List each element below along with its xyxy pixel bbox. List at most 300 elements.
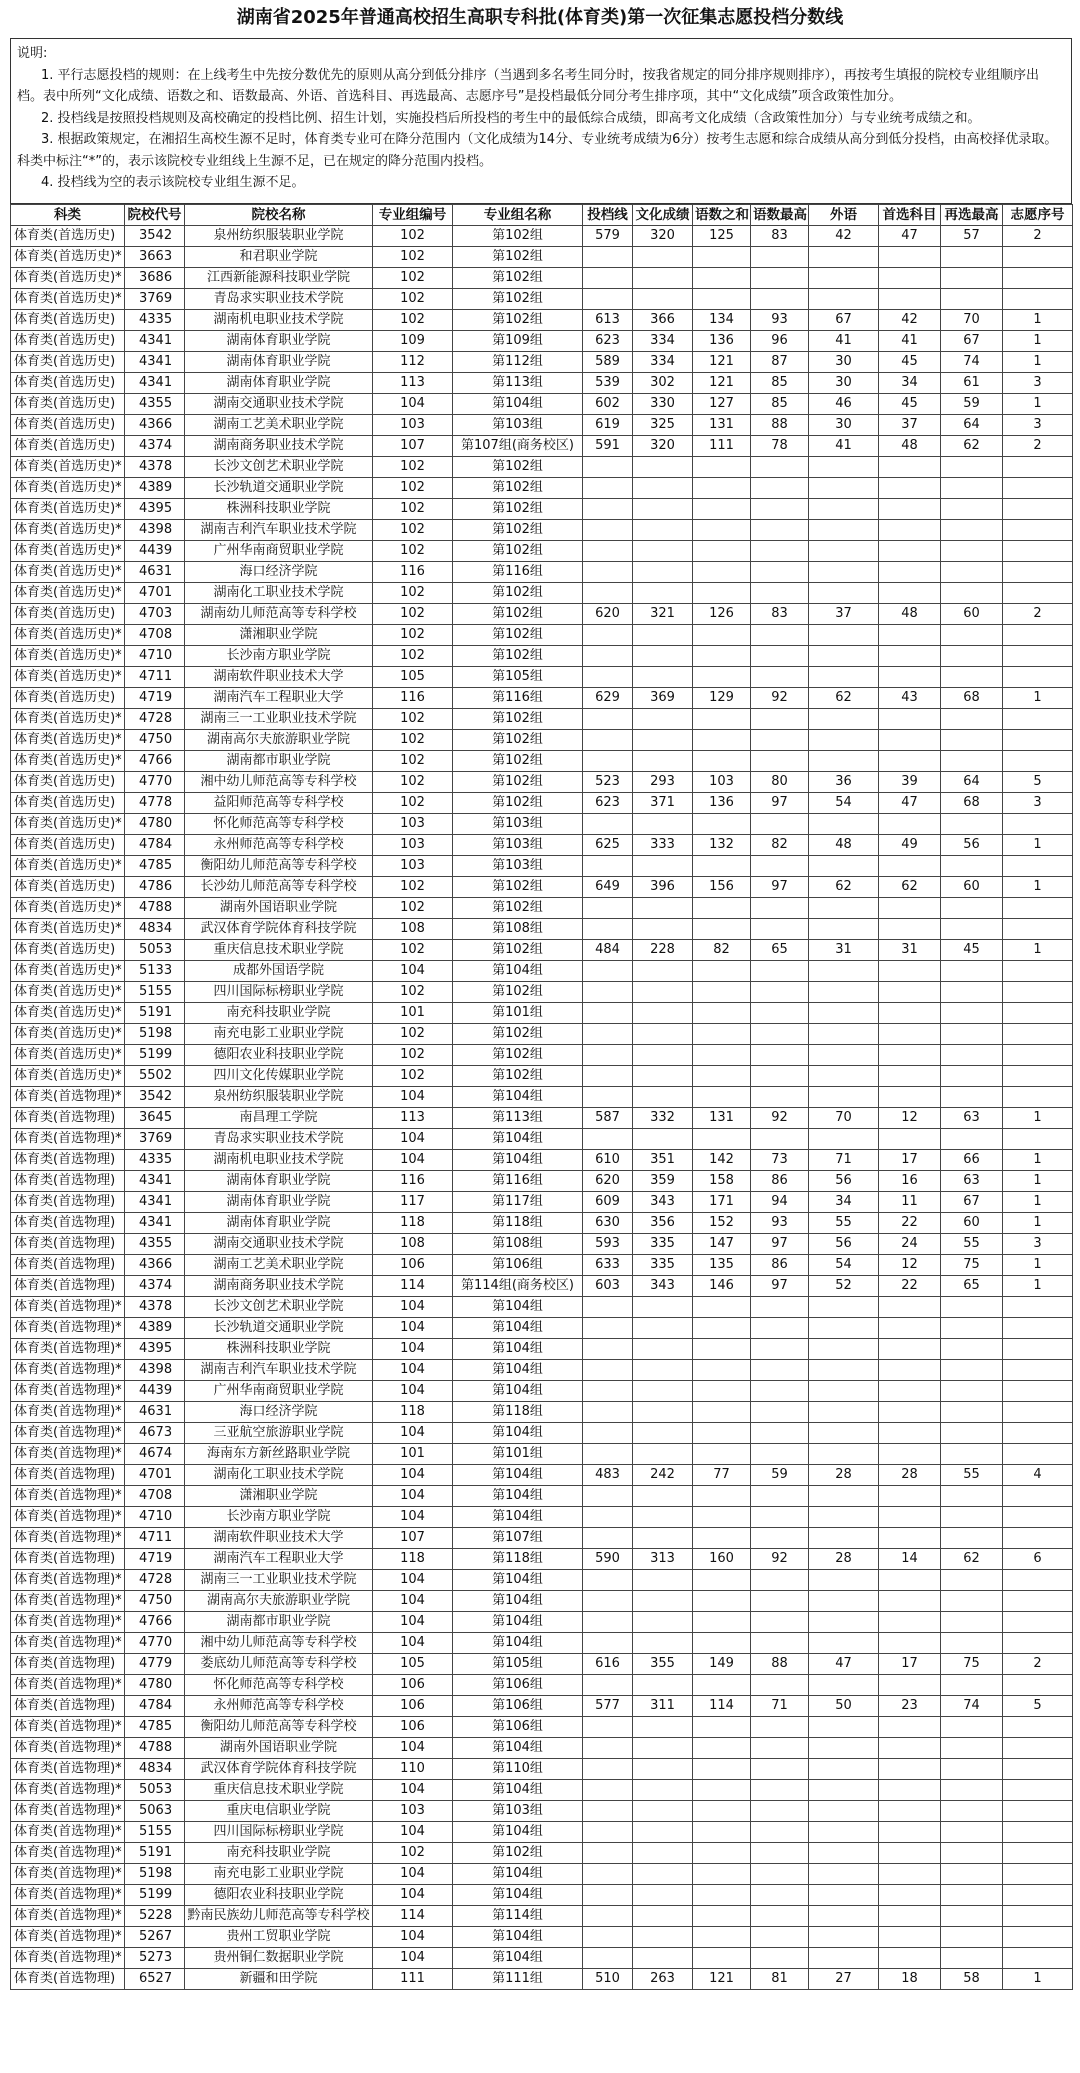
foreign-language-cell: 30	[809, 415, 879, 436]
preference-order-cell	[1003, 1360, 1073, 1381]
cutoff-score-cell: 613	[583, 310, 633, 331]
chinese-math-max-cell	[751, 457, 809, 478]
foreign-language-cell	[809, 583, 879, 604]
cutoff-score-cell: 610	[583, 1150, 633, 1171]
second-subject-max-cell: 64	[941, 415, 1003, 436]
group-name-cell: 第103组	[453, 856, 583, 877]
preference-order-cell	[1003, 478, 1073, 499]
school-code-cell: 3769	[125, 289, 185, 310]
preference-order-cell	[1003, 625, 1073, 646]
school-code-cell: 5053	[125, 1780, 185, 1801]
school-name-cell: 湖南交通职业技术学院	[185, 394, 373, 415]
second-subject-max-cell: 60	[941, 877, 1003, 898]
second-subject-max-cell	[941, 1780, 1003, 1801]
table-row	[11, 1759, 1073, 1780]
preference-order-cell	[1003, 457, 1073, 478]
table-row	[11, 1318, 1073, 1339]
culture-score-cell: 396	[633, 877, 693, 898]
foreign-language-cell: 28	[809, 1549, 879, 1570]
school-code-cell: 3645	[125, 1108, 185, 1129]
preference-order-cell	[1003, 730, 1073, 751]
school-name-cell: 长沙南方职业学院	[185, 1507, 373, 1528]
foreign-language-cell: 30	[809, 352, 879, 373]
preference-order-cell: 1	[1003, 688, 1073, 709]
first-subject-cell: 22	[879, 1213, 941, 1234]
category-cell: 体育类(首选历史)*	[11, 583, 125, 604]
table-row	[11, 541, 1073, 562]
table-row	[11, 1927, 1073, 1948]
chinese-math-sum-cell	[693, 814, 751, 835]
group-number-cell: 102	[373, 310, 453, 331]
chinese-math-max-cell: 81	[751, 1969, 809, 1990]
chinese-math-max-cell: 88	[751, 1654, 809, 1675]
header-cell: 首选科目	[879, 205, 941, 226]
second-subject-max-cell: 55	[941, 1234, 1003, 1255]
cutoff-score-cell	[583, 1906, 633, 1927]
school-name-cell: 湖南化工职业技术学院	[185, 583, 373, 604]
chinese-math-sum-cell: 132	[693, 835, 751, 856]
header-cell: 科类	[11, 205, 125, 226]
second-subject-max-cell: 62	[941, 436, 1003, 457]
first-subject-cell: 45	[879, 394, 941, 415]
group-name-cell: 第109组	[453, 331, 583, 352]
chinese-math-max-cell: 78	[751, 436, 809, 457]
second-subject-max-cell	[941, 709, 1003, 730]
school-name-cell: 湖南三一工业职业技术学院	[185, 1570, 373, 1591]
school-name-cell: 湖南体育职业学院	[185, 373, 373, 394]
first-subject-cell: 42	[879, 310, 941, 331]
group-number-cell: 114	[373, 1276, 453, 1297]
group-number-cell: 108	[373, 1234, 453, 1255]
group-name-cell: 第103组	[453, 415, 583, 436]
preference-order-cell: 2	[1003, 604, 1073, 625]
chinese-math-sum-cell: 160	[693, 1549, 751, 1570]
table-row	[11, 583, 1073, 604]
culture-score-cell	[633, 1528, 693, 1549]
school-code-cell: 6527	[125, 1969, 185, 1990]
second-subject-max-cell	[941, 247, 1003, 268]
culture-score-cell	[633, 856, 693, 877]
culture-score-cell	[633, 898, 693, 919]
chinese-math-sum-cell	[693, 1360, 751, 1381]
school-name-cell: 四川国际标榜职业学院	[185, 982, 373, 1003]
group-name-cell: 第116组	[453, 562, 583, 583]
school-code-cell: 4701	[125, 583, 185, 604]
preference-order-cell	[1003, 1528, 1073, 1549]
first-subject-cell	[879, 1843, 941, 1864]
table-row	[11, 1255, 1073, 1276]
second-subject-max-cell: 70	[941, 310, 1003, 331]
school-name-cell: 湖南机电职业技术学院	[185, 310, 373, 331]
category-cell: 体育类(首选历史)	[11, 373, 125, 394]
group-name-cell: 第104组	[453, 1381, 583, 1402]
school-name-cell: 益阳师范高等专科学校	[185, 793, 373, 814]
category-cell: 体育类(首选历史)	[11, 877, 125, 898]
cutoff-score-cell	[583, 1759, 633, 1780]
cutoff-score-cell: 629	[583, 688, 633, 709]
preference-order-cell	[1003, 1906, 1073, 1927]
foreign-language-cell	[809, 1339, 879, 1360]
chinese-math-sum-cell	[693, 1297, 751, 1318]
chinese-math-sum-cell: 114	[693, 1696, 751, 1717]
category-cell: 体育类(首选历史)*	[11, 1045, 125, 1066]
table-row	[11, 1696, 1073, 1717]
preference-order-cell	[1003, 1591, 1073, 1612]
chinese-math-max-cell: 96	[751, 331, 809, 352]
table-row	[11, 352, 1073, 373]
school-name-cell: 湖南机电职业技术学院	[185, 1150, 373, 1171]
first-subject-cell	[879, 1507, 941, 1528]
school-name-cell: 湖南商务职业技术学院	[185, 1276, 373, 1297]
first-subject-cell	[879, 1129, 941, 1150]
chinese-math-sum-cell	[693, 1738, 751, 1759]
school-name-cell: 贵州铜仁数据职业学院	[185, 1948, 373, 1969]
second-subject-max-cell	[941, 961, 1003, 982]
foreign-language-cell	[809, 1633, 879, 1654]
second-subject-max-cell: 61	[941, 373, 1003, 394]
group-name-cell: 第102组	[453, 247, 583, 268]
group-name-cell: 第102组	[453, 457, 583, 478]
second-subject-max-cell	[941, 1570, 1003, 1591]
group-number-cell: 102	[373, 898, 453, 919]
foreign-language-cell	[809, 1360, 879, 1381]
group-name-cell: 第102组	[453, 646, 583, 667]
preference-order-cell	[1003, 541, 1073, 562]
chinese-math-max-cell	[751, 961, 809, 982]
school-code-cell: 5267	[125, 1927, 185, 1948]
group-name-cell: 第104组	[453, 1591, 583, 1612]
category-cell: 体育类(首选历史)*	[11, 646, 125, 667]
foreign-language-cell	[809, 541, 879, 562]
foreign-language-cell: 54	[809, 1255, 879, 1276]
school-code-cell: 4834	[125, 919, 185, 940]
group-number-cell: 102	[373, 1045, 453, 1066]
group-number-cell: 102	[373, 709, 453, 730]
chinese-math-max-cell	[751, 898, 809, 919]
category-cell: 体育类(首选物理)*	[11, 1507, 125, 1528]
school-name-cell: 湖南体育职业学院	[185, 352, 373, 373]
foreign-language-cell	[809, 1738, 879, 1759]
first-subject-cell	[879, 1360, 941, 1381]
second-subject-max-cell	[941, 1675, 1003, 1696]
chinese-math-sum-cell: 121	[693, 373, 751, 394]
foreign-language-cell	[809, 247, 879, 268]
group-number-cell: 102	[373, 751, 453, 772]
first-subject-cell	[879, 1381, 941, 1402]
preference-order-cell	[1003, 499, 1073, 520]
school-name-cell: 广州华南商贸职业学院	[185, 541, 373, 562]
chinese-math-sum-cell: 126	[693, 604, 751, 625]
foreign-language-cell	[809, 562, 879, 583]
culture-score-cell: 321	[633, 604, 693, 625]
cutoff-score-cell	[583, 268, 633, 289]
preference-order-cell	[1003, 1822, 1073, 1843]
chinese-math-sum-cell: 156	[693, 877, 751, 898]
school-code-cell: 5273	[125, 1948, 185, 1969]
cutoff-score-cell	[583, 1339, 633, 1360]
school-code-cell: 3686	[125, 268, 185, 289]
table-row	[11, 1129, 1073, 1150]
school-code-cell: 5191	[125, 1843, 185, 1864]
group-number-cell: 104	[373, 394, 453, 415]
chinese-math-max-cell	[751, 478, 809, 499]
chinese-math-max-cell	[751, 1759, 809, 1780]
group-name-cell: 第103组	[453, 835, 583, 856]
school-code-cell: 4703	[125, 604, 185, 625]
chinese-math-max-cell	[751, 1570, 809, 1591]
notes-heading: 说明:	[17, 46, 48, 61]
preference-order-cell	[1003, 1339, 1073, 1360]
group-number-cell: 107	[373, 1528, 453, 1549]
chinese-math-max-cell: 92	[751, 1549, 809, 1570]
school-code-cell: 4341	[125, 1213, 185, 1234]
category-cell: 体育类(首选物理)*	[11, 1087, 125, 1108]
second-subject-max-cell: 58	[941, 1969, 1003, 1990]
cutoff-score-cell: 577	[583, 1696, 633, 1717]
cutoff-score-cell: 633	[583, 1255, 633, 1276]
table-row	[11, 856, 1073, 877]
group-number-cell: 102	[373, 268, 453, 289]
first-subject-cell	[879, 520, 941, 541]
foreign-language-cell	[809, 1486, 879, 1507]
culture-score-cell	[633, 1864, 693, 1885]
chinese-math-sum-cell	[693, 1864, 751, 1885]
school-name-cell: 德阳农业科技职业学院	[185, 1885, 373, 1906]
table-row	[11, 793, 1073, 814]
school-name-cell: 湘中幼儿师范高等专科学校	[185, 772, 373, 793]
category-cell: 体育类(首选物理)	[11, 1654, 125, 1675]
school-name-cell: 重庆电信职业学院	[185, 1801, 373, 1822]
second-subject-max-cell	[941, 583, 1003, 604]
cutoff-score-cell: 590	[583, 1549, 633, 1570]
chinese-math-sum-cell: 121	[693, 1969, 751, 1990]
second-subject-max-cell	[941, 1822, 1003, 1843]
preference-order-cell	[1003, 1927, 1073, 1948]
chinese-math-max-cell	[751, 1738, 809, 1759]
cutoff-score-cell	[583, 1801, 633, 1822]
category-cell: 体育类(首选历史)	[11, 331, 125, 352]
culture-score-cell: 332	[633, 1108, 693, 1129]
school-code-cell: 4366	[125, 415, 185, 436]
category-cell: 体育类(首选物理)	[11, 1171, 125, 1192]
table-row	[11, 625, 1073, 646]
chinese-math-max-cell: 87	[751, 352, 809, 373]
category-cell: 体育类(首选历史)*	[11, 751, 125, 772]
cutoff-score-cell	[583, 1486, 633, 1507]
category-cell: 体育类(首选历史)	[11, 226, 125, 247]
first-subject-cell	[879, 961, 941, 982]
culture-score-cell: 320	[633, 226, 693, 247]
school-code-cell: 5199	[125, 1885, 185, 1906]
chinese-math-max-cell	[751, 1843, 809, 1864]
cutoff-score-cell: 609	[583, 1192, 633, 1213]
school-code-cell: 5198	[125, 1024, 185, 1045]
chinese-math-max-cell	[751, 856, 809, 877]
group-number-cell: 109	[373, 331, 453, 352]
table-row	[11, 1066, 1073, 1087]
first-subject-cell: 23	[879, 1696, 941, 1717]
table-body	[11, 226, 1073, 1990]
cutoff-score-cell	[583, 1822, 633, 1843]
category-cell: 体育类(首选历史)*	[11, 709, 125, 730]
preference-order-cell: 3	[1003, 415, 1073, 436]
cutoff-score-cell	[583, 751, 633, 772]
school-name-cell: 贵州工贸职业学院	[185, 1927, 373, 1948]
table-row	[11, 814, 1073, 835]
culture-score-cell	[633, 1675, 693, 1696]
chinese-math-max-cell: 94	[751, 1192, 809, 1213]
group-name-cell: 第104组	[453, 1780, 583, 1801]
chinese-math-sum-cell	[693, 1759, 751, 1780]
category-cell: 体育类(首选历史)	[11, 352, 125, 373]
chinese-math-sum-cell	[693, 1570, 751, 1591]
school-code-cell: 4389	[125, 1318, 185, 1339]
first-subject-cell: 48	[879, 604, 941, 625]
chinese-math-max-cell	[751, 1486, 809, 1507]
category-cell: 体育类(首选物理)*	[11, 1423, 125, 1444]
culture-score-cell	[633, 1822, 693, 1843]
preference-order-cell	[1003, 289, 1073, 310]
culture-score-cell: 313	[633, 1549, 693, 1570]
group-number-cell: 102	[373, 772, 453, 793]
group-number-cell: 102	[373, 793, 453, 814]
chinese-math-max-cell	[751, 1339, 809, 1360]
culture-score-cell: 355	[633, 1654, 693, 1675]
note-item-4: 4. 投档线为空的表示该院校专业组生源不足。	[41, 175, 305, 190]
cutoff-score-cell: 616	[583, 1654, 633, 1675]
table-row	[11, 835, 1073, 856]
table-row	[11, 1780, 1073, 1801]
group-name-cell: 第104组	[453, 1864, 583, 1885]
cutoff-score-cell	[583, 898, 633, 919]
group-name-cell: 第106组	[453, 1675, 583, 1696]
chinese-math-sum-cell: 136	[693, 793, 751, 814]
chinese-math-max-cell: 82	[751, 835, 809, 856]
preference-order-cell	[1003, 1633, 1073, 1654]
school-code-cell: 4766	[125, 1612, 185, 1633]
preference-order-cell	[1003, 1381, 1073, 1402]
culture-score-cell	[633, 667, 693, 688]
foreign-language-cell: 48	[809, 835, 879, 856]
cutoff-score-cell: 523	[583, 772, 633, 793]
school-code-cell: 4335	[125, 310, 185, 331]
group-number-cell: 104	[373, 1864, 453, 1885]
school-code-cell: 4728	[125, 1570, 185, 1591]
school-code-cell: 5053	[125, 940, 185, 961]
culture-score-cell	[633, 1759, 693, 1780]
culture-score-cell	[633, 1906, 693, 1927]
school-name-cell: 长沙轨道交通职业学院	[185, 1318, 373, 1339]
category-cell: 体育类(首选历史)	[11, 940, 125, 961]
group-number-cell: 102	[373, 247, 453, 268]
foreign-language-cell	[809, 1591, 879, 1612]
school-code-cell: 5063	[125, 1801, 185, 1822]
group-number-cell: 104	[373, 1822, 453, 1843]
chinese-math-max-cell: 97	[751, 1276, 809, 1297]
chinese-math-sum-cell: 77	[693, 1465, 751, 1486]
cutoff-score-cell	[583, 1444, 633, 1465]
second-subject-max-cell	[941, 1948, 1003, 1969]
group-name-cell: 第104组	[453, 1948, 583, 1969]
culture-score-cell	[633, 982, 693, 1003]
second-subject-max-cell: 55	[941, 1465, 1003, 1486]
category-cell: 体育类(首选历史)*	[11, 268, 125, 289]
school-name-cell: 和君职业学院	[185, 247, 373, 268]
school-name-cell: 湘中幼儿师范高等专科学校	[185, 1633, 373, 1654]
group-number-cell: 102	[373, 604, 453, 625]
first-subject-cell	[879, 646, 941, 667]
chinese-math-max-cell: 65	[751, 940, 809, 961]
foreign-language-cell: 56	[809, 1171, 879, 1192]
second-subject-max-cell	[941, 1129, 1003, 1150]
school-code-cell: 4341	[125, 352, 185, 373]
category-cell: 体育类(首选物理)	[11, 1696, 125, 1717]
chinese-math-sum-cell: 135	[693, 1255, 751, 1276]
group-name-cell: 第102组	[453, 730, 583, 751]
group-name-cell: 第102组	[453, 499, 583, 520]
foreign-language-cell	[809, 1507, 879, 1528]
preference-order-cell: 1	[1003, 1276, 1073, 1297]
category-cell: 体育类(首选物理)*	[11, 1297, 125, 1318]
second-subject-max-cell: 74	[941, 352, 1003, 373]
cutoff-score-cell	[583, 1045, 633, 1066]
school-name-cell: 长沙南方职业学院	[185, 646, 373, 667]
note-item-2: 2. 投档线是按照投档规则及高校确定的投档比例、招生计划，实施投档后所投档的考生中的最低综合成绩，即高考文化成绩（含政策性加分）与专业统考成绩之和。	[41, 110, 981, 126]
group-number-cell: 104	[373, 1465, 453, 1486]
chinese-math-sum-cell: 121	[693, 352, 751, 373]
culture-score-cell	[633, 625, 693, 646]
culture-score-cell	[633, 457, 693, 478]
group-number-cell: 102	[373, 1024, 453, 1045]
chinese-math-sum-cell: 131	[693, 415, 751, 436]
school-code-cell: 4784	[125, 1696, 185, 1717]
school-code-cell: 4710	[125, 1507, 185, 1528]
school-name-cell: 湖南体育职业学院	[185, 1192, 373, 1213]
preference-order-cell: 2	[1003, 436, 1073, 457]
group-name-cell: 第110组	[453, 1759, 583, 1780]
chinese-math-sum-cell	[693, 1066, 751, 1087]
chinese-math-sum-cell	[693, 1927, 751, 1948]
school-code-cell: 4398	[125, 1360, 185, 1381]
school-code-cell: 5155	[125, 982, 185, 1003]
school-code-cell: 5155	[125, 1822, 185, 1843]
category-cell: 体育类(首选历史)	[11, 835, 125, 856]
second-subject-max-cell	[941, 1087, 1003, 1108]
school-name-cell: 南充科技职业学院	[185, 1003, 373, 1024]
preference-order-cell: 1	[1003, 1192, 1073, 1213]
school-name-cell: 武汉体育学院体育科技学院	[185, 919, 373, 940]
category-cell: 体育类(首选物理)*	[11, 1759, 125, 1780]
cutoff-score-cell	[583, 667, 633, 688]
chinese-math-sum-cell	[693, 1507, 751, 1528]
school-name-cell: 武汉体育学院体育科技学院	[185, 1759, 373, 1780]
group-number-cell: 104	[373, 1927, 453, 1948]
culture-score-cell: 320	[633, 436, 693, 457]
second-subject-max-cell	[941, 1717, 1003, 1738]
school-code-cell: 4711	[125, 667, 185, 688]
school-code-cell: 4395	[125, 1339, 185, 1360]
second-subject-max-cell: 63	[941, 1171, 1003, 1192]
chinese-math-max-cell	[751, 1402, 809, 1423]
school-code-cell: 4780	[125, 814, 185, 835]
group-name-cell: 第104组	[453, 961, 583, 982]
preference-order-cell	[1003, 1675, 1073, 1696]
foreign-language-cell	[809, 1906, 879, 1927]
culture-score-cell	[633, 541, 693, 562]
group-number-cell: 107	[373, 436, 453, 457]
category-cell: 体育类(首选历史)*	[11, 919, 125, 940]
school-code-cell: 4750	[125, 1591, 185, 1612]
